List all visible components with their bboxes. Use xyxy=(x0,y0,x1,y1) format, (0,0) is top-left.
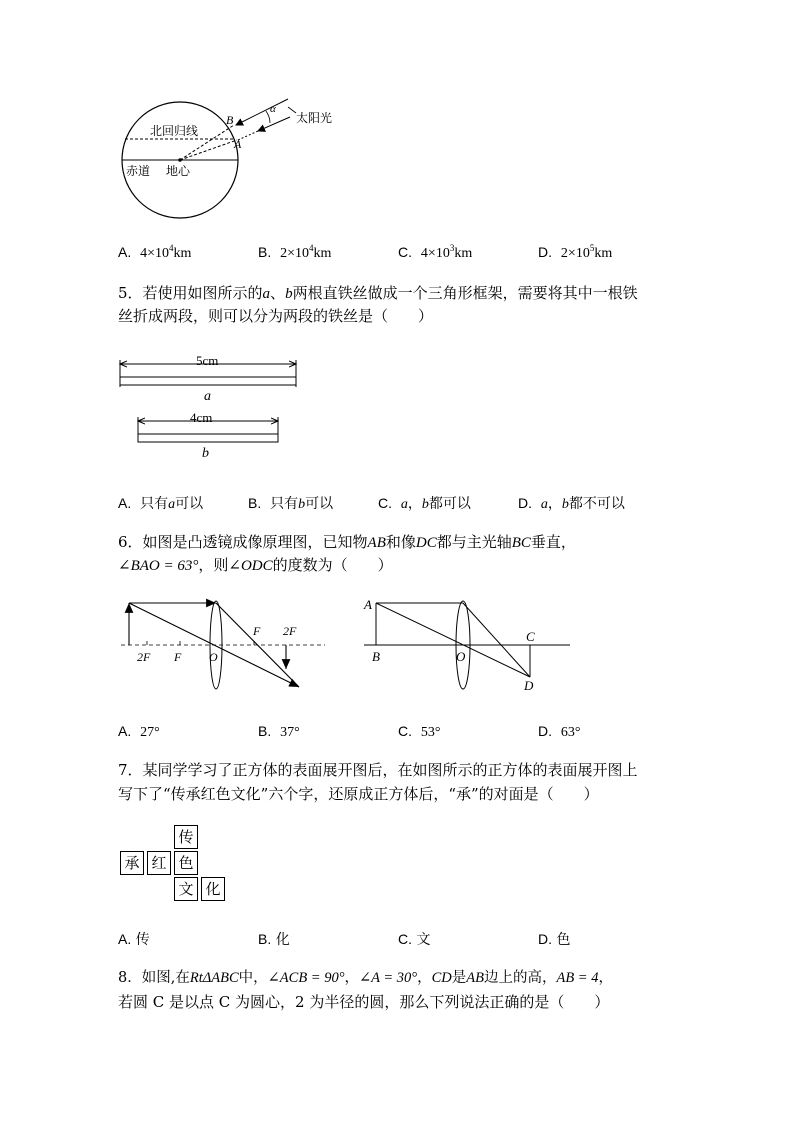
net-cell: 传 xyxy=(174,825,198,849)
point-a-label: A xyxy=(234,137,242,151)
q5-stem-line2: 丝折成两段，则可以分为两段的铁丝是（ ） xyxy=(118,307,434,325)
svg-text:C: C xyxy=(526,629,535,644)
svg-text:F: F xyxy=(253,624,261,638)
wire-a-name: a xyxy=(204,389,211,404)
net-cell: 化 xyxy=(201,877,225,901)
earth-figure xyxy=(110,95,350,225)
wire-a-length: 5cm xyxy=(196,353,219,368)
q4-option-b[interactable]: B. $2\times 10^4km$ xyxy=(258,243,332,261)
lens-figure-left xyxy=(115,595,330,695)
wire-b-name: b xyxy=(202,446,209,461)
q6-stem-line2: ∠BAO = 63°，则∠ODC的度数为（ ） xyxy=(118,556,393,574)
q5-option-b[interactable]: B. 只有b可以 xyxy=(248,495,334,512)
q5-stem-line1: 5．若使用如图所示的a、b两根直铁丝做成一个三角形框架，需要将其中一根铁 xyxy=(118,284,638,302)
q8-stem-line1: 8．如图,在RtΔABC中，∠ACB = 90°，∠A = 30°，CD是AB边上的高，AB = 4， xyxy=(118,970,613,986)
net-cell: 文 xyxy=(174,877,198,901)
svg-text:F: F xyxy=(174,650,182,664)
angle-label: α xyxy=(270,103,276,115)
q6-option-b[interactable]: B. 37° xyxy=(258,723,300,740)
option-label: A. xyxy=(118,244,132,260)
q4-option-a[interactable]: A. $4\times 10^4km$ xyxy=(118,243,192,261)
point-b-label: B xyxy=(226,113,234,127)
svg-text:B: B xyxy=(372,649,380,664)
q7-option-a[interactable]: A. 传 xyxy=(118,931,150,948)
net-cell: 红 xyxy=(147,851,171,875)
wire-figure xyxy=(110,350,310,465)
q7-stem-line2: 写下了“传承红色文化”六个字，还原成正方体后，“承”的对面是（ ） xyxy=(118,785,599,803)
wire-b xyxy=(138,434,278,442)
q4-option-d[interactable]: D. $2\times 10^5km$ xyxy=(538,243,613,261)
sun-ray-2 xyxy=(258,117,290,131)
q6-option-d[interactable]: D. 63° xyxy=(538,723,581,740)
svg-text:O: O xyxy=(209,650,218,664)
q7-option-c[interactable]: C. 文 xyxy=(398,931,431,948)
q6-option-a[interactable]: A. 27° xyxy=(118,723,160,740)
option-label: B. xyxy=(258,244,272,260)
q4-option-c[interactable]: C. $4\times 10^3km$ xyxy=(398,243,473,261)
q8-stem-line2: 若圆 C 是以点 C 为圆心，2 为半径的圆，那么下列说法正确的是（ ） xyxy=(118,993,610,1011)
svg-text:A: A xyxy=(364,597,372,612)
svg-text:2F: 2F xyxy=(283,624,297,638)
option-label: C. xyxy=(398,244,412,260)
tropic-label: 北回归线 xyxy=(150,124,199,138)
center-label: 地心 xyxy=(166,164,191,178)
sun-label: 太阳光 xyxy=(296,111,333,125)
q6-option-c[interactable]: C. 53° xyxy=(398,723,441,740)
center-dot xyxy=(178,158,182,162)
sun-pointer xyxy=(288,107,296,113)
q7-option-b[interactable]: B. 化 xyxy=(258,931,290,948)
option-label: D. xyxy=(538,244,552,260)
q5-option-d[interactable]: D. a，b都不可以 xyxy=(518,495,625,512)
svg-text:2F: 2F xyxy=(137,650,151,664)
cube-net xyxy=(120,825,230,905)
wire-a xyxy=(120,377,296,385)
equator-label: 赤道 xyxy=(126,164,151,178)
q7-option-d[interactable]: D. 色 xyxy=(538,931,571,948)
lens-figure-right xyxy=(358,595,576,695)
wire-b-length: 4cm xyxy=(190,410,213,425)
svg-text:O: O xyxy=(456,649,466,664)
q6-stem-line1: 6．如图是凸透镜成像原理图，已知物AB和像DC都与主光轴BC垂直， xyxy=(118,533,576,551)
q5-option-c[interactable]: C. a，b都可以 xyxy=(378,495,471,512)
net-cell: 承 xyxy=(120,851,144,875)
q5-option-a[interactable]: A. 只有a可以 xyxy=(118,495,204,512)
ray-to-center-a xyxy=(180,140,237,160)
q7-stem-line1: 7．某同学学习了正方体的表面展开图后，在如图所示的正方体的表面展开图上 xyxy=(118,761,638,779)
svg-text:D: D xyxy=(524,678,534,693)
net-cell: 色 xyxy=(174,851,198,875)
